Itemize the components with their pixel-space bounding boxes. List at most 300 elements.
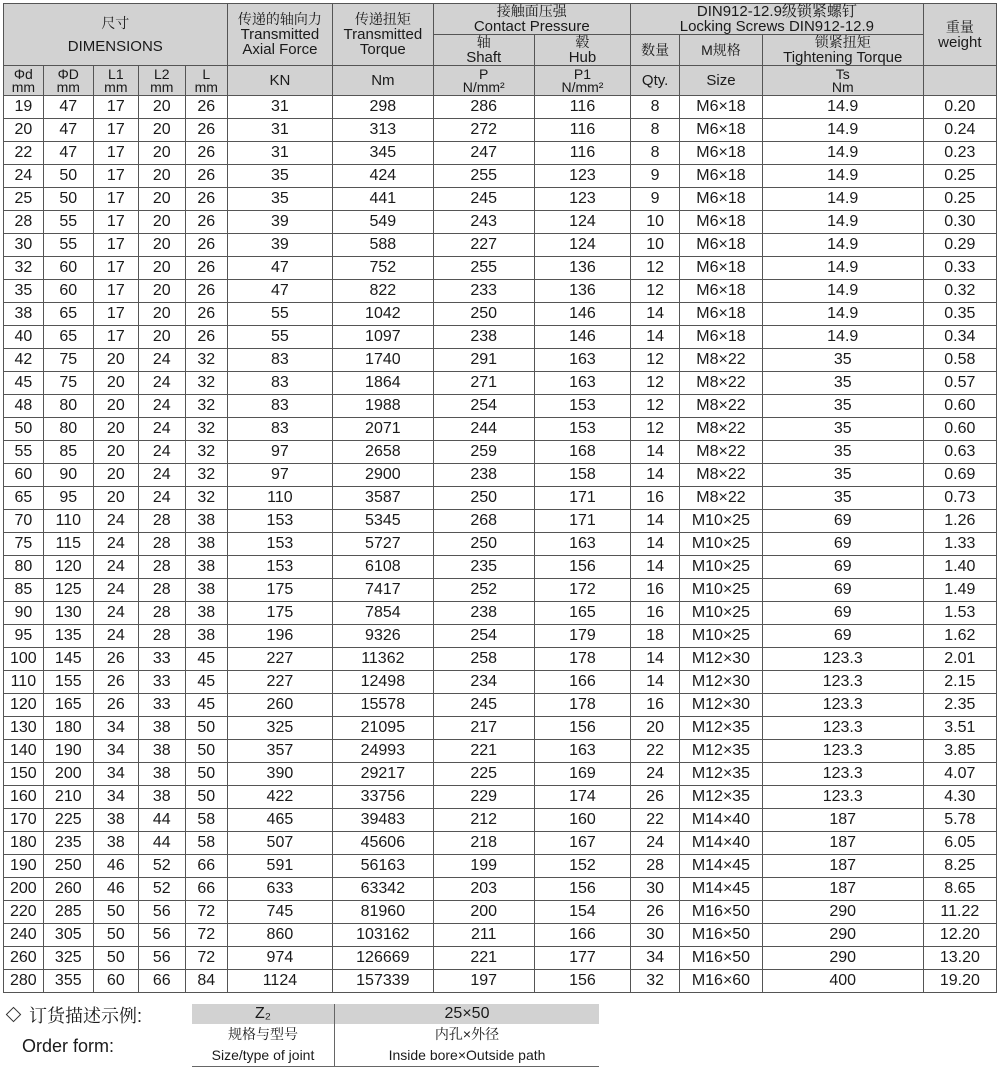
cell-length-L1: 20	[93, 349, 138, 372]
cell-length-L1: 50	[93, 901, 138, 924]
cell-outer-D: 165	[43, 694, 93, 717]
qty-header-cn: 数量	[641, 41, 670, 58]
table-row	[4, 970, 997, 993]
cell-length-L2: 38	[138, 740, 185, 763]
cell-outer-D: 47	[43, 119, 93, 142]
cell-screw-size: M12×35	[680, 717, 763, 740]
cell-shaft-pressure: 250	[433, 487, 534, 510]
tightening-header	[762, 35, 923, 66]
cell-outer-D: 55	[43, 234, 93, 257]
cell-screw-qty: 30	[631, 878, 680, 901]
cell-tightening-torque: 69	[762, 533, 923, 556]
table-row	[4, 349, 997, 372]
cell-axial-force: 55	[227, 326, 333, 349]
cell-screw-size: M8×22	[680, 487, 763, 510]
cell-length-L2: 20	[138, 96, 185, 119]
cell-bore-d: 170	[4, 809, 44, 832]
cell-screw-qty: 14	[631, 441, 680, 464]
cell-length-L: 38	[185, 602, 227, 625]
table-row	[4, 671, 997, 694]
cell-shaft-pressure: 221	[433, 947, 534, 970]
cell-screw-qty: 10	[631, 211, 680, 234]
cell-shaft-pressure: 244	[433, 418, 534, 441]
cell-length-L2: 56	[138, 924, 185, 947]
L1-header	[93, 66, 138, 96]
table-row	[4, 625, 997, 648]
cell-screw-qty: 30	[631, 924, 680, 947]
cell-screw-size: M8×22	[680, 464, 763, 487]
cell-torque: 33756	[333, 786, 433, 809]
weight-header-en: weight	[938, 33, 982, 51]
cell-length-L1: 26	[93, 671, 138, 694]
cell-tightening-torque: 123.3	[762, 694, 923, 717]
cell-shaft-pressure: 247	[433, 142, 534, 165]
table-row	[4, 418, 997, 441]
cell-outer-D: 305	[43, 924, 93, 947]
cell-bore-d: 100	[4, 648, 44, 671]
cell-length-L: 50	[185, 763, 227, 786]
cell-torque: 2658	[333, 441, 433, 464]
cell-torque: 752	[333, 257, 433, 280]
cell-screw-qty: 20	[631, 717, 680, 740]
cell-torque: 2071	[333, 418, 433, 441]
cell-length-L1: 50	[93, 947, 138, 970]
cell-weight: 3.51	[923, 717, 996, 740]
cell-length-L: 45	[185, 648, 227, 671]
cell-length-L1: 17	[93, 165, 138, 188]
cell-screw-size: M12×30	[680, 648, 763, 671]
cell-screw-size: M8×22	[680, 395, 763, 418]
cell-outer-D: 200	[43, 763, 93, 786]
contact-pressure-header-en: Contact Pressure	[473, 18, 590, 35]
locking-screws-header	[631, 4, 924, 35]
cell-length-L2: 20	[138, 165, 185, 188]
cell-tightening-torque: 14.9	[762, 280, 923, 303]
size-header	[680, 35, 763, 66]
cell-hub-pressure: 163	[534, 349, 630, 372]
cell-torque: 56163	[333, 855, 433, 878]
cell-length-L: 66	[185, 855, 227, 878]
cell-axial-force: 974	[227, 947, 333, 970]
cell-axial-force: 47	[227, 280, 333, 303]
qty-header	[631, 35, 680, 66]
table-row	[4, 464, 997, 487]
cell-length-L1: 24	[93, 579, 138, 602]
cell-tightening-torque: 123.3	[762, 717, 923, 740]
cell-screw-size: M16×50	[680, 924, 763, 947]
p1-header	[534, 66, 630, 96]
p1-label: P1	[573, 65, 592, 82]
cell-screw-qty: 26	[631, 901, 680, 924]
cell-length-L2: 20	[138, 280, 185, 303]
cell-length-L: 38	[185, 579, 227, 602]
cell-outer-D: 190	[43, 740, 93, 763]
table-row	[4, 326, 997, 349]
cell-hub-pressure: 116	[534, 142, 630, 165]
cell-tightening-torque: 69	[762, 602, 923, 625]
cell-torque: 2900	[333, 464, 433, 487]
cell-length-L1: 34	[93, 717, 138, 740]
table-row	[4, 280, 997, 303]
cell-tightening-torque: 187	[762, 878, 923, 901]
cell-screw-qty: 18	[631, 625, 680, 648]
D-unit: mm	[56, 78, 80, 95]
shaft-header	[433, 35, 534, 66]
cell-screw-size: M16×50	[680, 947, 763, 970]
cell-shaft-pressure: 291	[433, 349, 534, 372]
cell-weight: 0.24	[923, 119, 996, 142]
cell-outer-D: 110	[43, 510, 93, 533]
cell-length-L2: 24	[138, 441, 185, 464]
cell-hub-pressure: 163	[534, 533, 630, 556]
cell-torque: 424	[333, 165, 433, 188]
cell-outer-D: 120	[43, 556, 93, 579]
cell-weight: 1.53	[923, 602, 996, 625]
cell-length-L2: 28	[138, 533, 185, 556]
cell-outer-D: 50	[43, 188, 93, 211]
cell-screw-size: M8×22	[680, 441, 763, 464]
cell-bore-d: 200	[4, 878, 44, 901]
cell-length-L1: 17	[93, 188, 138, 211]
cell-shaft-pressure: 255	[433, 165, 534, 188]
cell-tightening-torque: 35	[762, 418, 923, 441]
table-row	[4, 694, 997, 717]
cell-torque: 5727	[333, 533, 433, 556]
cell-length-L1: 20	[93, 487, 138, 510]
cell-length-L: 32	[185, 464, 227, 487]
cell-outer-D: 125	[43, 579, 93, 602]
cell-length-L2: 28	[138, 556, 185, 579]
cell-screw-qty: 14	[631, 464, 680, 487]
cell-hub-pressure: 146	[534, 303, 630, 326]
cell-bore-d: 90	[4, 602, 44, 625]
cell-screw-qty: 16	[631, 602, 680, 625]
cell-hub-pressure: 172	[534, 579, 630, 602]
cell-screw-size: M8×22	[680, 372, 763, 395]
cell-bore-d: 24	[4, 165, 44, 188]
cell-bore-d: 110	[4, 671, 44, 694]
cell-screw-qty: 14	[631, 556, 680, 579]
cell-torque: 588	[333, 234, 433, 257]
table-row	[4, 763, 997, 786]
cell-torque: 15578	[333, 694, 433, 717]
cell-weight: 0.60	[923, 395, 996, 418]
d-header	[4, 66, 44, 96]
cell-bore-d: 75	[4, 533, 44, 556]
cell-axial-force: 83	[227, 349, 333, 372]
cell-weight: 13.20	[923, 947, 996, 970]
cell-screw-qty: 12	[631, 372, 680, 395]
cell-bore-d: 70	[4, 510, 44, 533]
size-en-header	[680, 66, 763, 96]
cell-hub-pressure: 166	[534, 924, 630, 947]
cell-hub-pressure: 123	[534, 188, 630, 211]
p-label: P	[479, 65, 489, 82]
cell-bore-d: 48	[4, 395, 44, 418]
cell-shaft-pressure: 238	[433, 464, 534, 487]
L2-label: L2	[154, 65, 170, 82]
weight-unit-header	[923, 66, 996, 96]
cell-length-L1: 20	[93, 464, 138, 487]
cell-length-L1: 20	[93, 418, 138, 441]
cell-torque: 157339	[333, 970, 433, 993]
table-row	[4, 648, 997, 671]
cell-tightening-torque: 14.9	[762, 142, 923, 165]
cell-torque: 313	[333, 119, 433, 142]
table-row	[4, 487, 997, 510]
cell-screw-qty: 9	[631, 165, 680, 188]
cell-length-L: 26	[185, 188, 227, 211]
order-form-section	[0, 1000, 1000, 1074]
cell-axial-force: 591	[227, 855, 333, 878]
cell-outer-D: 60	[43, 257, 93, 280]
cell-bore-d: 28	[4, 211, 44, 234]
cell-screw-size: M10×25	[680, 579, 763, 602]
cell-screw-size: M12×35	[680, 740, 763, 763]
cell-torque: 1097	[333, 326, 433, 349]
cell-axial-force: 39	[227, 234, 333, 257]
cell-length-L: 45	[185, 694, 227, 717]
axial-force-header	[227, 4, 333, 66]
cell-torque: 822	[333, 280, 433, 303]
cell-axial-force: 507	[227, 832, 333, 855]
cell-shaft-pressure: 225	[433, 763, 534, 786]
cell-length-L1: 17	[93, 326, 138, 349]
cell-length-L: 32	[185, 372, 227, 395]
cell-length-L1: 24	[93, 556, 138, 579]
cell-screw-qty: 14	[631, 326, 680, 349]
cell-screw-qty: 22	[631, 809, 680, 832]
table-row	[4, 556, 997, 579]
cell-outer-D: 145	[43, 648, 93, 671]
cell-axial-force: 357	[227, 740, 333, 763]
cell-screw-size: M10×25	[680, 510, 763, 533]
d-unit: mm	[11, 78, 36, 95]
cell-screw-size: M6×18	[680, 280, 763, 303]
cell-screw-size: M6×18	[680, 234, 763, 257]
cell-bore-d: 80	[4, 556, 44, 579]
kn-unit-header	[227, 66, 333, 96]
cell-bore-d: 160	[4, 786, 44, 809]
cell-bore-d: 38	[4, 303, 44, 326]
L2-header	[138, 66, 185, 96]
cell-bore-d: 55	[4, 441, 44, 464]
L-label: L	[202, 65, 211, 82]
cell-torque: 5345	[333, 510, 433, 533]
cell-tightening-torque: 14.9	[762, 119, 923, 142]
torque-header	[333, 4, 433, 66]
cell-torque: 441	[333, 188, 433, 211]
cell-tightening-torque: 35	[762, 441, 923, 464]
cell-length-L2: 38	[138, 786, 185, 809]
cell-weight: 1.49	[923, 579, 996, 602]
ts-label: Ts	[835, 65, 850, 82]
cell-torque: 549	[333, 211, 433, 234]
cell-tightening-torque: 123.3	[762, 763, 923, 786]
cell-outer-D: 260	[43, 878, 93, 901]
cell-outer-D: 180	[43, 717, 93, 740]
cell-tightening-torque: 69	[762, 625, 923, 648]
table-row	[4, 533, 997, 556]
cell-outer-D: 285	[43, 901, 93, 924]
cell-axial-force: 422	[227, 786, 333, 809]
cell-shaft-pressure: 250	[433, 303, 534, 326]
cell-length-L1: 17	[93, 142, 138, 165]
p-unit: N/mm²	[462, 78, 505, 95]
cell-axial-force: 97	[227, 464, 333, 487]
cell-screw-size: M12×30	[680, 694, 763, 717]
cell-screw-qty: 12	[631, 418, 680, 441]
cell-screw-size: M8×22	[680, 418, 763, 441]
cell-outer-D: 80	[43, 395, 93, 418]
cell-tightening-torque: 187	[762, 809, 923, 832]
cell-shaft-pressure: 229	[433, 786, 534, 809]
order-z-value: Z₂	[192, 1004, 335, 1024]
cell-screw-size: M16×50	[680, 901, 763, 924]
cell-length-L1: 38	[93, 832, 138, 855]
cell-bore-d: 220	[4, 901, 44, 924]
order-label-en: Order form:	[22, 1036, 115, 1056]
cell-screw-size: M12×30	[680, 671, 763, 694]
p1-unit: N/mm²	[561, 78, 604, 95]
cell-hub-pressure: 153	[534, 418, 630, 441]
cell-bore-d: 85	[4, 579, 44, 602]
table-row	[4, 924, 997, 947]
cell-tightening-torque: 290	[762, 947, 923, 970]
cell-screw-size: M6×18	[680, 303, 763, 326]
cell-screw-qty: 14	[631, 533, 680, 556]
cell-hub-pressure: 171	[534, 487, 630, 510]
cell-screw-qty: 16	[631, 694, 680, 717]
cell-outer-D: 75	[43, 372, 93, 395]
table-row	[4, 832, 997, 855]
cell-weight: 0.30	[923, 211, 996, 234]
cell-weight: 0.57	[923, 372, 996, 395]
order-label-cn-wrap	[8, 1002, 142, 1028]
cell-tightening-torque: 14.9	[762, 96, 923, 119]
cell-shaft-pressure: 268	[433, 510, 534, 533]
table-row	[4, 579, 997, 602]
cell-torque: 21095	[333, 717, 433, 740]
cell-screw-size: M6×18	[680, 96, 763, 119]
cell-axial-force: 47	[227, 257, 333, 280]
cell-hub-pressure: 160	[534, 809, 630, 832]
cell-hub-pressure: 124	[534, 211, 630, 234]
cell-outer-D: 65	[43, 326, 93, 349]
cell-axial-force: 745	[227, 901, 333, 924]
table-row	[4, 211, 997, 234]
cell-outer-D: 135	[43, 625, 93, 648]
cell-length-L2: 28	[138, 602, 185, 625]
cell-tightening-torque: 69	[762, 556, 923, 579]
cell-length-L: 26	[185, 211, 227, 234]
cell-torque: 126669	[333, 947, 433, 970]
cell-torque: 24993	[333, 740, 433, 763]
cell-screw-size: M6×18	[680, 326, 763, 349]
cell-length-L2: 20	[138, 211, 185, 234]
table-row	[4, 234, 997, 257]
cell-tightening-torque: 14.9	[762, 188, 923, 211]
cell-torque: 298	[333, 96, 433, 119]
cell-bore-d: 190	[4, 855, 44, 878]
cell-bore-d: 150	[4, 763, 44, 786]
cell-weight: 12.20	[923, 924, 996, 947]
cell-shaft-pressure: 286	[433, 96, 534, 119]
cell-torque: 29217	[333, 763, 433, 786]
table-row	[4, 395, 997, 418]
cell-bore-d: 240	[4, 924, 44, 947]
cell-length-L: 26	[185, 96, 227, 119]
cell-length-L1: 20	[93, 372, 138, 395]
cell-length-L1: 26	[93, 648, 138, 671]
cell-axial-force: 35	[227, 188, 333, 211]
cell-length-L1: 26	[93, 694, 138, 717]
cell-tightening-torque: 123.3	[762, 671, 923, 694]
cell-hub-pressure: 158	[534, 464, 630, 487]
cell-bore-d: 65	[4, 487, 44, 510]
cell-weight: 2.35	[923, 694, 996, 717]
cell-length-L2: 20	[138, 257, 185, 280]
cell-length-L1: 34	[93, 763, 138, 786]
cell-length-L: 58	[185, 809, 227, 832]
cell-bore-d: 20	[4, 119, 44, 142]
cell-tightening-torque: 69	[762, 510, 923, 533]
cell-outer-D: 60	[43, 280, 93, 303]
cell-screw-size: M16×60	[680, 970, 763, 993]
cell-length-L: 26	[185, 234, 227, 257]
cell-outer-D: 235	[43, 832, 93, 855]
cell-hub-pressure: 146	[534, 326, 630, 349]
cell-weight: 1.33	[923, 533, 996, 556]
cell-tightening-torque: 290	[762, 924, 923, 947]
d-label: Φd	[13, 65, 33, 82]
shaft-header-en: Shaft	[466, 49, 502, 66]
ts-header	[762, 66, 923, 96]
cell-weight: 4.30	[923, 786, 996, 809]
cell-outer-D: 55	[43, 211, 93, 234]
cell-weight: 0.34	[923, 326, 996, 349]
cell-axial-force: 1124	[227, 970, 333, 993]
order-label-cn: 订货描述示例:	[29, 1006, 143, 1026]
table-row	[4, 878, 997, 901]
cell-screw-size: M14×45	[680, 855, 763, 878]
cell-shaft-pressure: 272	[433, 119, 534, 142]
cell-length-L: 58	[185, 832, 227, 855]
shaft-header-cn: 轴	[476, 34, 491, 50]
locking-screws-header-en: Locking Screws DIN912-12.9	[679, 18, 875, 35]
cell-hub-pressure: 169	[534, 763, 630, 786]
cell-length-L1: 17	[93, 257, 138, 280]
L-unit: mm	[194, 78, 218, 95]
cell-length-L1: 24	[93, 625, 138, 648]
cell-axial-force: 110	[227, 487, 333, 510]
cell-hub-pressure: 165	[534, 602, 630, 625]
cell-shaft-pressure: 218	[433, 832, 534, 855]
dimensions-header-en: DIMENSIONS	[67, 37, 163, 55]
cell-length-L2: 52	[138, 878, 185, 901]
cell-tightening-torque: 14.9	[762, 303, 923, 326]
cell-shaft-pressure: 245	[433, 694, 534, 717]
cell-length-L1: 17	[93, 280, 138, 303]
cell-screw-size: M6×18	[680, 257, 763, 280]
cell-weight: 0.25	[923, 165, 996, 188]
cell-shaft-pressure: 245	[433, 188, 534, 211]
weight-header	[923, 4, 996, 66]
table-row	[4, 740, 997, 763]
cell-length-L1: 34	[93, 786, 138, 809]
L1-unit: mm	[104, 78, 128, 95]
table-row	[4, 947, 997, 970]
